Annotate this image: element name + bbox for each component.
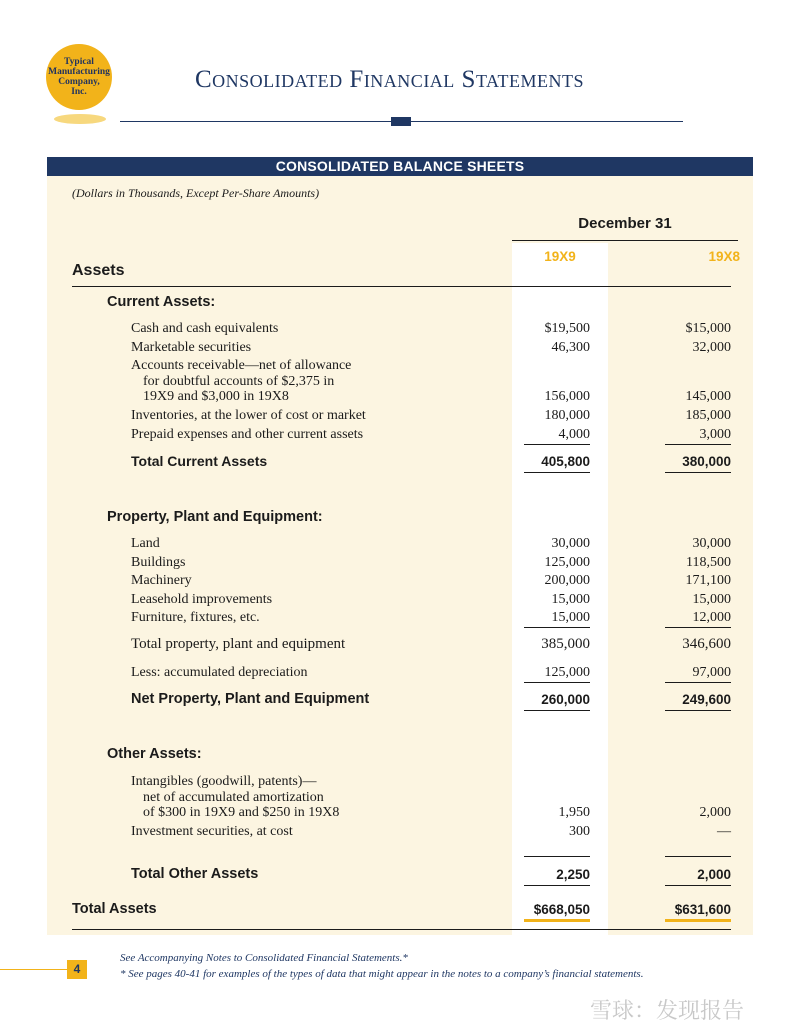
depreciation-rule-19x9 xyxy=(524,682,590,683)
value-buildings-19x8: 118,500 xyxy=(686,555,731,570)
year-header-19x8: 19X8 xyxy=(708,249,740,264)
value-total-other-19x9: 2,250 xyxy=(556,867,590,882)
total-rule-19x9 xyxy=(524,472,590,473)
units-note: (Dollars in Thousands, Except Per-Share Amounts) xyxy=(72,186,320,200)
row-label-intangibles-line1: Intangibles (goodwill, patents)— xyxy=(131,774,317,789)
row-label-leasehold: Leasehold improvements xyxy=(131,592,273,607)
row-label-buildings: Buildings xyxy=(131,555,186,570)
value-investment-19x9: 300 xyxy=(569,824,590,839)
logo-shadow xyxy=(54,114,106,124)
other-total-rule-19x9 xyxy=(524,885,590,886)
net-ppe-rule-19x9 xyxy=(524,710,590,711)
row-label-receivable-line1: Accounts receivable—net of allowance xyxy=(131,358,352,373)
statement-header: CONSOLIDATED BALANCE SHEETS xyxy=(47,157,753,176)
value-net-ppe-19x8: 249,600 xyxy=(682,692,731,707)
year-header-19x9: 19X9 xyxy=(544,249,576,264)
value-leasehold-19x8: 15,000 xyxy=(692,592,731,607)
row-label-net-ppe: Net Property, Plant and Equipment xyxy=(131,691,370,707)
total-rule-19x8 xyxy=(665,472,731,473)
value-furniture-19x9: 15,000 xyxy=(551,610,590,625)
ppe-heading: Property, Plant and Equipment: xyxy=(107,509,323,525)
ppe-subtotal-rule-19x9 xyxy=(524,627,590,628)
watermark: 雪球：发现报告 xyxy=(590,999,745,1024)
row-label-furniture: Furniture, fixtures, etc. xyxy=(131,610,260,625)
page-number: 4 xyxy=(67,960,87,979)
value-inventories-19x8: 185,000 xyxy=(685,408,731,423)
period-rule xyxy=(512,240,738,241)
value-prepaid-19x8: 3,000 xyxy=(699,427,731,442)
value-depreciation-19x9: 125,000 xyxy=(544,665,590,680)
row-label-marketable: Marketable securities xyxy=(131,340,252,355)
value-receivable-19x8: 145,000 xyxy=(685,389,731,404)
row-label-receivable-line2: for doubtful accounts of $2,375 in xyxy=(143,374,335,389)
value-marketable-19x8: 32,000 xyxy=(692,340,731,355)
row-label-total-other-assets: Total Other Assets xyxy=(131,866,259,882)
footnote-see-notes: See Accompanying Notes to Consolidated Financial Statements.* xyxy=(120,952,408,964)
row-label-prepaid: Prepaid expenses and other current assets xyxy=(131,427,364,442)
company-logo-text: Typical Manufacturing Company, Inc. xyxy=(48,57,110,97)
value-cash-19x9: $19,500 xyxy=(544,321,590,336)
value-land-19x8: 30,000 xyxy=(692,536,731,551)
value-cash-19x8: $15,000 xyxy=(685,321,731,336)
panel-bottom-rule xyxy=(72,929,731,930)
value-marketable-19x9: 46,300 xyxy=(551,340,590,355)
row-label-receivable-line3: 19X9 and $3,000 in 19X8 xyxy=(143,389,289,404)
row-label-intangibles-line2: net of accumulated amortization xyxy=(143,790,324,805)
value-depreciation-19x8: 97,000 xyxy=(692,665,731,680)
depreciation-rule-19x8 xyxy=(665,682,731,683)
row-label-total-assets: Total Assets xyxy=(72,901,157,917)
value-total-current-19x8: 380,000 xyxy=(682,454,731,469)
value-total-current-19x9: 405,800 xyxy=(541,454,590,469)
other-total-rule-19x8 xyxy=(665,885,731,886)
value-investment-19x8: — xyxy=(717,824,731,839)
other-subtotal-rule-19x8 xyxy=(665,856,731,857)
ppe-subtotal-rule-19x8 xyxy=(665,627,731,628)
current-assets-heading: Current Assets: xyxy=(107,294,216,310)
value-furniture-19x8: 12,000 xyxy=(692,610,731,625)
value-intangibles-19x9: 1,950 xyxy=(558,805,590,820)
value-land-19x9: 30,000 xyxy=(551,536,590,551)
row-label-total-ppe: Total property, plant and equipment xyxy=(131,636,346,652)
document-title: Consolidated Financial Statements xyxy=(195,66,585,93)
other-subtotal-rule-19x9 xyxy=(524,856,590,857)
subtotal-rule-19x8 xyxy=(665,444,731,445)
row-label-depreciation: Less: accumulated depreciation xyxy=(131,665,308,680)
company-logo xyxy=(46,44,112,110)
value-total-assets-19x9: $668,050 xyxy=(533,902,590,917)
title-divider-marker xyxy=(391,117,411,126)
row-label-intangibles-line3: of $300 in 19X9 and $250 in 19X8 xyxy=(143,805,340,820)
total-assets-underline-19x8 xyxy=(665,919,731,922)
value-leasehold-19x9: 15,000 xyxy=(551,592,590,607)
value-total-assets-19x8: $631,600 xyxy=(674,902,731,917)
page-number-line xyxy=(0,969,67,970)
assets-rule xyxy=(72,286,731,287)
net-ppe-rule-19x8 xyxy=(665,710,731,711)
value-receivable-19x9: 156,000 xyxy=(544,389,590,404)
row-label-investment: Investment securities, at cost xyxy=(131,824,293,839)
value-inventories-19x9: 180,000 xyxy=(544,408,590,423)
value-total-other-19x8: 2,000 xyxy=(697,867,731,882)
value-total-ppe-19x9: 385,000 xyxy=(541,636,590,652)
subtotal-rule-19x9 xyxy=(524,444,590,445)
value-intangibles-19x8: 2,000 xyxy=(699,805,731,820)
value-machinery-19x8: 171,100 xyxy=(685,573,731,588)
value-total-ppe-19x8: 346,600 xyxy=(682,636,731,652)
row-label-machinery: Machinery xyxy=(131,573,192,588)
row-label-inventories: Inventories, at the lower of cost or market xyxy=(131,408,366,423)
value-prepaid-19x9: 4,000 xyxy=(558,427,590,442)
row-label-land: Land xyxy=(131,536,160,551)
assets-heading: Assets xyxy=(72,262,125,279)
value-machinery-19x9: 200,000 xyxy=(544,573,590,588)
row-label-cash: Cash and cash equivalents xyxy=(131,321,279,336)
value-net-ppe-19x9: 260,000 xyxy=(541,692,590,707)
period-label: December 31 xyxy=(578,215,672,232)
row-label-total-current-assets: Total Current Assets xyxy=(131,453,268,469)
total-assets-underline-19x9 xyxy=(524,919,590,922)
other-assets-heading: Other Assets: xyxy=(107,746,202,762)
value-buildings-19x9: 125,000 xyxy=(544,555,590,570)
footnote-pages: * See pages 40-41 for examples of the types of data that might appear in the notes to a company’s financial statements. xyxy=(120,968,644,980)
